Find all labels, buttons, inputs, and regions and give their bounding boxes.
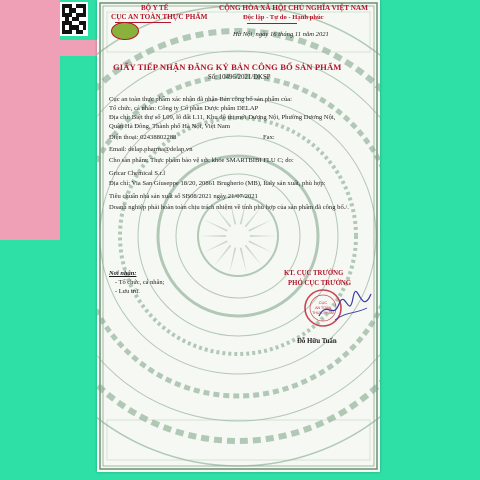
svg-text:THỰC PHẨM: THỰC PHẨM	[312, 311, 334, 315]
agency-logo-icon	[111, 22, 139, 40]
body-line: Tổ chức, cá nhân: Công ty Cổ phần Dược phẩm DELAP	[109, 105, 259, 112]
agency-name: CỤC AN TOÀN THỰC PHẨM	[111, 13, 208, 21]
certificate-document	[97, 0, 380, 472]
place-date: Hà Nội, ngày 16 tháng 11 năm 2021	[233, 31, 329, 38]
national-motto: Độc lập - Tự do - Hạnh phúc	[243, 14, 324, 21]
body-line: Địa chỉ: Via San Gíuseppe 18/20, 20861 Brugherio (MB), Italy sản xuất, phù hợp:	[109, 180, 326, 187]
body-line: Điện thoại: 02438802288	[109, 134, 177, 141]
body-line: Cho sản phẩm: Thực phẩm bảo vệ sức khỏe SMARTBIBI FLU C; do:	[109, 157, 294, 164]
body-line: Doanh nghiệp phải hoàn toàn chịu trách nhiệm về tính phù hợp của sản phẩm đã công bố./.	[109, 204, 349, 211]
recipient-item: - Tổ chức, cá nhân;	[115, 279, 165, 286]
motto-underline	[247, 23, 297, 24]
body-line: Quận Hà Đông, Thành phố Hà Nội, Việt Nam	[109, 123, 230, 130]
recipients-title: Nơi nhận:	[109, 270, 137, 277]
nation-name: CỘNG HÒA XÃ HỘI CHỦ NGHĨA VIỆT NAM	[219, 4, 368, 12]
body-line: Cục an toàn thực phẩm xác nhận đã nhận Bản công bố sản phẩm của:	[109, 96, 293, 103]
qr-code-icon	[60, 2, 88, 36]
signer-name: Đỗ Hữu Tuấn	[297, 338, 337, 345]
signature-subtitle: PHÓ CỤC TRƯỞNG	[288, 280, 352, 287]
fax-label: Fax:	[263, 134, 275, 141]
ministry-name: BỘ Y TẾ	[141, 4, 169, 12]
document-number: Số: 10496/2021/ĐKSP	[208, 74, 271, 81]
svg-text:CỤC: CỤC	[318, 300, 328, 305]
body-line: Địa chỉ: Biệt thự số L09, lô đất L11, Khu đô thị mới Dương Nội, Phường Dương Nội,	[109, 114, 336, 121]
document-title: GIẤY TIẾP NHẬN ĐĂNG KÝ BẢN CÔNG BỐ SẢN PHẨM	[113, 62, 342, 72]
pink-tab	[60, 40, 100, 56]
svg-text:AN TOÀN: AN TOÀN	[315, 306, 331, 310]
body-line: Tiêu chuẩn nhà sản xuất số SB08/2021 ngày 21/07/2021	[109, 193, 258, 200]
body-line: Email: delap.pharma@delap.vn	[109, 146, 193, 153]
recipient-item: - Lưu trữ.	[115, 288, 140, 295]
pink-side-panel	[0, 0, 60, 240]
body-line: Gricar Chemical S.r.l	[109, 170, 166, 177]
handwritten-signature-icon	[315, 290, 375, 326]
signature-title: KT. CỤC TRƯỞNG	[284, 270, 344, 277]
